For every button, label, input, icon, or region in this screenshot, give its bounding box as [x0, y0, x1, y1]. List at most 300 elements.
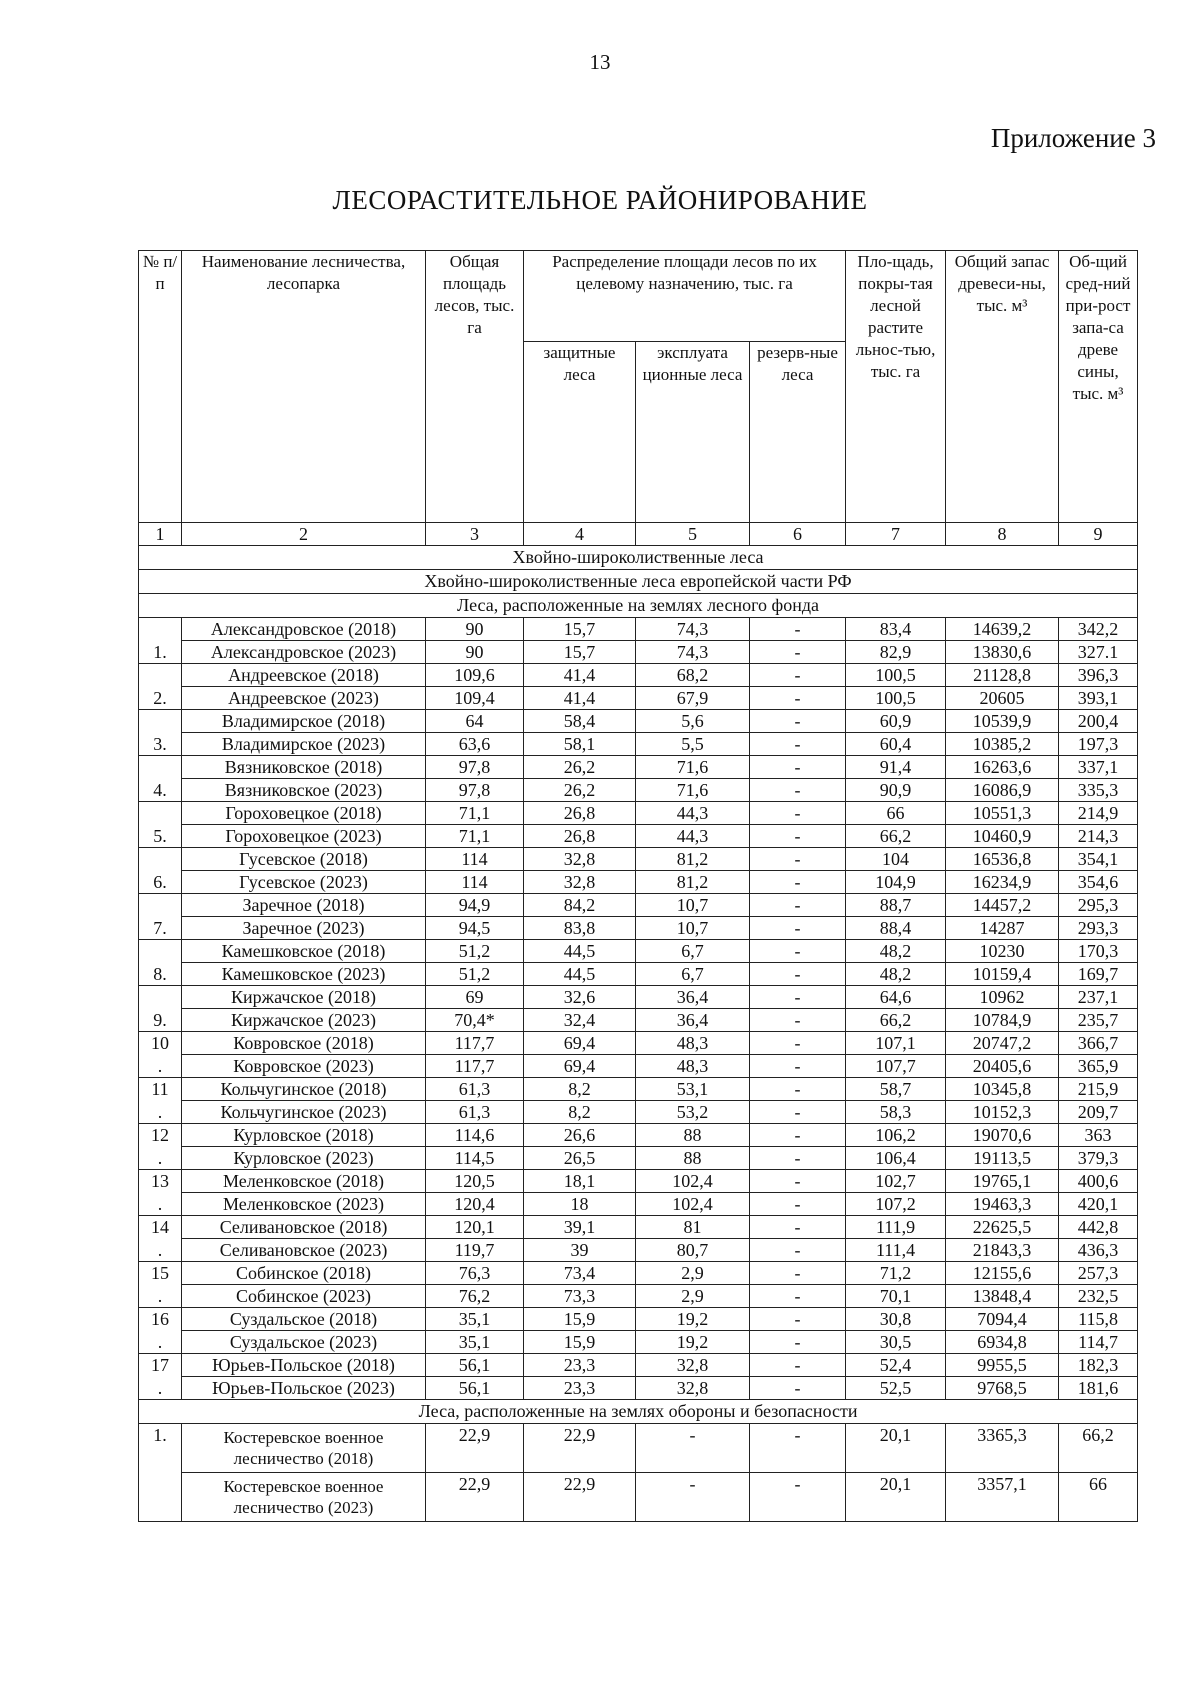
exploitable-area: 80,7	[636, 1239, 750, 1262]
table-row	[139, 1239, 1138, 1262]
total-area: 94,9	[426, 894, 524, 917]
reserve-area: -	[750, 963, 846, 986]
reserve-area: -	[750, 1032, 846, 1055]
row-number: 7.	[139, 917, 182, 940]
average-growth: 396,3	[1059, 664, 1138, 687]
reserve-area: -	[750, 871, 846, 894]
total-area: 76,3	[426, 1262, 524, 1285]
row-number: 13	[139, 1170, 182, 1193]
exploitable-area: 44,3	[636, 802, 750, 825]
protective-area: 26,2	[524, 756, 636, 779]
covered-area: 64,6	[846, 986, 946, 1009]
forestry-name: Вязниковское (2023)	[182, 779, 426, 802]
exploitable-area: 81,2	[636, 848, 750, 871]
forestry-name: Александровское (2023)	[182, 641, 426, 664]
reserve-area: -	[750, 848, 846, 871]
wood-stock: 21128,8	[946, 664, 1059, 687]
average-growth: 197,3	[1059, 733, 1138, 756]
total-area: 69	[426, 986, 524, 1009]
forestry-name: Владимирское (2023)	[182, 733, 426, 756]
row-number: .	[139, 1055, 182, 1078]
wood-stock: 20747,2	[946, 1032, 1059, 1055]
reserve-area: -	[750, 986, 846, 1009]
covered-area: 111,9	[846, 1216, 946, 1239]
forestry-name: Заречное (2018)	[182, 894, 426, 917]
forestry-name: Киржачское (2023)	[182, 1009, 426, 1032]
average-growth: 366,7	[1059, 1032, 1138, 1055]
protective-area: 41,4	[524, 687, 636, 710]
protective-area: 44,5	[524, 963, 636, 986]
forestry-name: Меленковское (2023)	[182, 1193, 426, 1216]
average-growth: 420,1	[1059, 1193, 1138, 1216]
reserve-area: -	[750, 710, 846, 733]
covered-area: 106,4	[846, 1147, 946, 1170]
forest-zoning-table	[138, 250, 1138, 1522]
forestry-name: Гусевское (2018)	[182, 848, 426, 871]
covered-area: 91,4	[846, 756, 946, 779]
section-zone: Хвойно-широколиственные леса	[139, 546, 1138, 570]
wood-stock: 10159,4	[946, 963, 1059, 986]
row-number: 12	[139, 1124, 182, 1147]
section-forest-fund: Леса, расположенные на землях лесного фонда	[139, 594, 1138, 618]
header-wood-stock: Общий запас древеси-ны, тыс. м³	[946, 251, 1059, 523]
reserve-area: -	[750, 1170, 846, 1193]
covered-area: 48,2	[846, 940, 946, 963]
protective-area: 15,9	[524, 1308, 636, 1331]
wood-stock: 16234,9	[946, 871, 1059, 894]
average-growth: 342,2	[1059, 618, 1138, 641]
total-area: 64	[426, 710, 524, 733]
column-number: 1	[139, 523, 182, 546]
exploitable-area: 48,3	[636, 1055, 750, 1078]
average-growth: 379,3	[1059, 1147, 1138, 1170]
total-area: 22,9	[426, 1424, 524, 1473]
reserve-area: -	[750, 802, 846, 825]
reserve-area: -	[750, 664, 846, 687]
exploitable-area: 10,7	[636, 917, 750, 940]
average-growth: 215,9	[1059, 1078, 1138, 1101]
covered-area: 107,7	[846, 1055, 946, 1078]
table-row	[139, 940, 1138, 963]
reserve-area: -	[750, 917, 846, 940]
exploitable-area: 44,3	[636, 825, 750, 848]
exploitable-area: 48,3	[636, 1032, 750, 1055]
table-row	[139, 1473, 1138, 1522]
row-number: 16	[139, 1308, 182, 1331]
total-area: 76,2	[426, 1285, 524, 1308]
header-protective: защитные леса	[524, 342, 636, 523]
covered-area: 58,7	[846, 1078, 946, 1101]
wood-stock: 10385,2	[946, 733, 1059, 756]
covered-area: 100,5	[846, 687, 946, 710]
table-row	[139, 1078, 1138, 1101]
exploitable-area: 102,4	[636, 1193, 750, 1216]
protective-area: 8,2	[524, 1101, 636, 1124]
table-row	[139, 710, 1138, 733]
header-growth: Об-щий сред-ний при-рост запа-са древе сины, тыс. м³	[1059, 251, 1138, 523]
exploitable-area: 36,4	[636, 1009, 750, 1032]
reserve-area: -	[750, 641, 846, 664]
forestry-name: Ковровское (2018)	[182, 1032, 426, 1055]
protective-area: 73,3	[524, 1285, 636, 1308]
exploitable-area: 67,9	[636, 687, 750, 710]
covered-area: 66,2	[846, 1009, 946, 1032]
covered-area: 107,2	[846, 1193, 946, 1216]
row-number: 1.	[139, 1424, 182, 1522]
wood-stock: 14639,2	[946, 618, 1059, 641]
wood-stock: 9768,5	[946, 1377, 1059, 1400]
reserve-area: -	[750, 1285, 846, 1308]
header-distribution: Распределение площади лесов по их целевому назначению, тыс. га	[524, 251, 846, 342]
protective-area: 58,4	[524, 710, 636, 733]
average-growth: 66,2	[1059, 1424, 1138, 1473]
wood-stock: 19765,1	[946, 1170, 1059, 1193]
row-number: 4.	[139, 779, 182, 802]
total-area: 71,1	[426, 802, 524, 825]
row-number	[139, 710, 182, 733]
covered-area: 30,5	[846, 1331, 946, 1354]
reserve-area: -	[750, 1377, 846, 1400]
total-area: 114	[426, 871, 524, 894]
table-row	[139, 618, 1138, 641]
wood-stock: 16086,9	[946, 779, 1059, 802]
header-covered-area: Пло-щадь, покры-тая лесной растите льнос-тью, тыс. га	[846, 251, 946, 523]
protective-area: 39,1	[524, 1216, 636, 1239]
row-number	[139, 802, 182, 825]
wood-stock: 19463,3	[946, 1193, 1059, 1216]
total-area: 97,8	[426, 779, 524, 802]
reserve-area: -	[750, 1009, 846, 1032]
average-growth: 442,8	[1059, 1216, 1138, 1239]
wood-stock: 16263,6	[946, 756, 1059, 779]
wood-stock: 3365,3	[946, 1424, 1059, 1473]
table-row	[139, 1216, 1138, 1239]
table-row	[139, 802, 1138, 825]
protective-area: 32,8	[524, 871, 636, 894]
covered-area: 66	[846, 802, 946, 825]
exploitable-area: 71,6	[636, 779, 750, 802]
total-area: 35,1	[426, 1308, 524, 1331]
wood-stock: 3357,1	[946, 1473, 1059, 1522]
reserve-area: -	[750, 940, 846, 963]
total-area: 114	[426, 848, 524, 871]
covered-area: 58,3	[846, 1101, 946, 1124]
table-row	[139, 1170, 1138, 1193]
protective-area: 15,7	[524, 641, 636, 664]
covered-area: 106,2	[846, 1124, 946, 1147]
header-name: Наименование лесничества, лесопарка	[182, 251, 426, 523]
total-area: 70,4*	[426, 1009, 524, 1032]
table-row	[139, 756, 1138, 779]
exploitable-area: -	[636, 1473, 750, 1522]
covered-area: 83,4	[846, 618, 946, 641]
row-number: 9.	[139, 1009, 182, 1032]
protective-area: 83,8	[524, 917, 636, 940]
wood-stock: 16536,8	[946, 848, 1059, 871]
row-number: .	[139, 1239, 182, 1262]
wood-stock: 10460,9	[946, 825, 1059, 848]
average-growth: 114,7	[1059, 1331, 1138, 1354]
column-number: 3	[426, 523, 524, 546]
reserve-area: -	[750, 1101, 846, 1124]
wood-stock: 12155,6	[946, 1262, 1059, 1285]
table-row	[139, 825, 1138, 848]
covered-area: 71,2	[846, 1262, 946, 1285]
table-row	[139, 733, 1138, 756]
exploitable-area: 53,2	[636, 1101, 750, 1124]
exploitable-area: 53,1	[636, 1078, 750, 1101]
forestry-name: Ковровское (2023)	[182, 1055, 426, 1078]
forestry-name: Андреевское (2018)	[182, 664, 426, 687]
header-total-area: Общая площадь лесов, тыс. га	[426, 251, 524, 523]
wood-stock: 10551,3	[946, 802, 1059, 825]
protective-area: 58,1	[524, 733, 636, 756]
forestry-name: Селивановское (2018)	[182, 1216, 426, 1239]
table-row	[139, 1101, 1138, 1124]
table-row	[139, 917, 1138, 940]
table-row	[139, 871, 1138, 894]
total-area: 109,4	[426, 687, 524, 710]
table-row	[139, 1377, 1138, 1400]
total-area: 120,4	[426, 1193, 524, 1216]
forestry-name: Андреевское (2023)	[182, 687, 426, 710]
table-row	[139, 779, 1138, 802]
average-growth: 295,3	[1059, 894, 1138, 917]
reserve-area: -	[750, 1331, 846, 1354]
wood-stock: 19113,5	[946, 1147, 1059, 1170]
forestry-name: Киржачское (2018)	[182, 986, 426, 1009]
row-number	[139, 940, 182, 963]
average-growth: 169,7	[1059, 963, 1138, 986]
row-number: 1.	[139, 641, 182, 664]
row-number	[139, 756, 182, 779]
total-area: 22,9	[426, 1473, 524, 1522]
total-area: 119,7	[426, 1239, 524, 1262]
average-growth: 400,6	[1059, 1170, 1138, 1193]
row-number	[139, 618, 182, 641]
row-number: .	[139, 1331, 182, 1354]
protective-area: 84,2	[524, 894, 636, 917]
exploitable-area: 32,8	[636, 1377, 750, 1400]
protective-area: 23,3	[524, 1377, 636, 1400]
table-row	[139, 1424, 1138, 1473]
average-growth: 293,3	[1059, 917, 1138, 940]
exploitable-area: 102,4	[636, 1170, 750, 1193]
protective-area: 26,8	[524, 825, 636, 848]
table-row	[139, 986, 1138, 1009]
average-growth: 354,6	[1059, 871, 1138, 894]
protective-area: 15,7	[524, 618, 636, 641]
exploitable-area: -	[636, 1424, 750, 1473]
reserve-area: -	[750, 779, 846, 802]
forestry-name: Собинское (2023)	[182, 1285, 426, 1308]
total-area: 117,7	[426, 1032, 524, 1055]
total-area: 56,1	[426, 1354, 524, 1377]
covered-area: 111,4	[846, 1239, 946, 1262]
table-row	[139, 1285, 1138, 1308]
reserve-area: -	[750, 825, 846, 848]
total-area: 120,1	[426, 1216, 524, 1239]
protective-area: 32,4	[524, 1009, 636, 1032]
exploitable-area: 36,4	[636, 986, 750, 1009]
wood-stock: 9955,5	[946, 1354, 1059, 1377]
covered-area: 52,4	[846, 1354, 946, 1377]
average-growth: 393,1	[1059, 687, 1138, 710]
reserve-area: -	[750, 1055, 846, 1078]
reserve-area: -	[750, 1473, 846, 1522]
forestry-name: Костеревское военное лесничество (2018)	[182, 1424, 426, 1473]
covered-area: 30,8	[846, 1308, 946, 1331]
exploitable-area: 71,6	[636, 756, 750, 779]
wood-stock: 13830,6	[946, 641, 1059, 664]
table-row	[139, 687, 1138, 710]
exploitable-area: 19,2	[636, 1331, 750, 1354]
row-number: 5.	[139, 825, 182, 848]
total-area: 117,7	[426, 1055, 524, 1078]
average-growth: 235,7	[1059, 1009, 1138, 1032]
protective-area: 32,6	[524, 986, 636, 1009]
wood-stock: 14287	[946, 917, 1059, 940]
reserve-area: -	[750, 756, 846, 779]
protective-area: 8,2	[524, 1078, 636, 1101]
section-subzone: Хвойно-широколиственные леса европейской части РФ	[139, 570, 1138, 594]
protective-area: 26,5	[524, 1147, 636, 1170]
average-growth: 200,4	[1059, 710, 1138, 733]
reserve-area: -	[750, 1078, 846, 1101]
forestry-name: Александровское (2018)	[182, 618, 426, 641]
covered-area: 66,2	[846, 825, 946, 848]
average-growth: 354,1	[1059, 848, 1138, 871]
wood-stock: 19070,6	[946, 1124, 1059, 1147]
forestry-name: Курловское (2018)	[182, 1124, 426, 1147]
average-growth: 337,1	[1059, 756, 1138, 779]
total-area: 90	[426, 641, 524, 664]
covered-area: 60,9	[846, 710, 946, 733]
covered-area: 60,4	[846, 733, 946, 756]
column-number: 6	[750, 523, 846, 546]
row-number: 11	[139, 1078, 182, 1101]
row-number	[139, 848, 182, 871]
total-area: 114,5	[426, 1147, 524, 1170]
column-numbers-row	[139, 523, 1138, 546]
page-number: 13	[589, 50, 611, 74]
table-row	[139, 1262, 1138, 1285]
forestry-name: Собинское (2018)	[182, 1262, 426, 1285]
total-area: 51,2	[426, 940, 524, 963]
table-row	[139, 1354, 1138, 1377]
wood-stock: 10230	[946, 940, 1059, 963]
row-number: 2.	[139, 687, 182, 710]
forestry-name: Селивановское (2023)	[182, 1239, 426, 1262]
section-defense: Леса, расположенные на землях обороны и безопасности	[139, 1400, 1138, 1424]
row-number: .	[139, 1193, 182, 1216]
average-growth: 365,9	[1059, 1055, 1138, 1078]
reserve-area: -	[750, 1262, 846, 1285]
row-number	[139, 664, 182, 687]
forestry-name: Владимирское (2018)	[182, 710, 426, 733]
covered-area: 104,9	[846, 871, 946, 894]
forestry-name: Юрьев-Польское (2023)	[182, 1377, 426, 1400]
forestry-name: Гороховецкое (2023)	[182, 825, 426, 848]
row-number: 17	[139, 1354, 182, 1377]
average-growth: 214,9	[1059, 802, 1138, 825]
protective-area: 69,4	[524, 1032, 636, 1055]
covered-area: 48,2	[846, 963, 946, 986]
row-number: .	[139, 1377, 182, 1400]
protective-area: 26,2	[524, 779, 636, 802]
exploitable-area: 5,6	[636, 710, 750, 733]
row-number	[139, 894, 182, 917]
row-number: .	[139, 1285, 182, 1308]
protective-area: 41,4	[524, 664, 636, 687]
wood-stock: 10962	[946, 986, 1059, 1009]
exploitable-area: 88	[636, 1124, 750, 1147]
row-number: 3.	[139, 733, 182, 756]
table-row	[139, 1331, 1138, 1354]
table-row	[139, 664, 1138, 687]
reserve-area: -	[750, 687, 846, 710]
total-area: 120,5	[426, 1170, 524, 1193]
average-growth: 327.1	[1059, 641, 1138, 664]
forestry-name: Вязниковское (2018)	[182, 756, 426, 779]
wood-stock: 7094,4	[946, 1308, 1059, 1331]
protective-area: 18	[524, 1193, 636, 1216]
total-area: 94,5	[426, 917, 524, 940]
table-row	[139, 1009, 1138, 1032]
exploitable-area: 10,7	[636, 894, 750, 917]
wood-stock: 10345,8	[946, 1078, 1059, 1101]
average-growth: 237,1	[1059, 986, 1138, 1009]
table-row	[139, 1193, 1138, 1216]
reserve-area: -	[750, 1424, 846, 1473]
covered-area: 104	[846, 848, 946, 871]
table-row	[139, 848, 1138, 871]
protective-area: 32,8	[524, 848, 636, 871]
reserve-area: -	[750, 1193, 846, 1216]
column-number: 5	[636, 523, 750, 546]
row-number: 15	[139, 1262, 182, 1285]
exploitable-area: 81	[636, 1216, 750, 1239]
average-growth: 181,6	[1059, 1377, 1138, 1400]
reserve-area: -	[750, 1239, 846, 1262]
wood-stock: 10539,9	[946, 710, 1059, 733]
row-number: 14	[139, 1216, 182, 1239]
covered-area: 107,1	[846, 1032, 946, 1055]
table-row	[139, 641, 1138, 664]
average-growth: 363	[1059, 1124, 1138, 1147]
average-growth: 214,3	[1059, 825, 1138, 848]
forestry-name: Кольчугинское (2018)	[182, 1078, 426, 1101]
protective-area: 44,5	[524, 940, 636, 963]
forestry-name: Меленковское (2018)	[182, 1170, 426, 1193]
average-growth: 170,3	[1059, 940, 1138, 963]
header-reserve: резерв-ные леса	[750, 342, 846, 523]
row-number: .	[139, 1147, 182, 1170]
total-area: 97,8	[426, 756, 524, 779]
reserve-area: -	[750, 1124, 846, 1147]
document-title: ЛЕСОРАСТИТЕЛЬНОЕ РАЙОНИРОВАНИЕ	[332, 185, 868, 215]
exploitable-area: 74,3	[636, 641, 750, 664]
average-growth: 66	[1059, 1473, 1138, 1522]
forestry-name: Гусевское (2023)	[182, 871, 426, 894]
total-area: 90	[426, 618, 524, 641]
average-growth: 115,8	[1059, 1308, 1138, 1331]
exploitable-area: 5,5	[636, 733, 750, 756]
covered-area: 20,1	[846, 1424, 946, 1473]
reserve-area: -	[750, 1308, 846, 1331]
total-area: 114,6	[426, 1124, 524, 1147]
wood-stock: 13848,4	[946, 1285, 1059, 1308]
